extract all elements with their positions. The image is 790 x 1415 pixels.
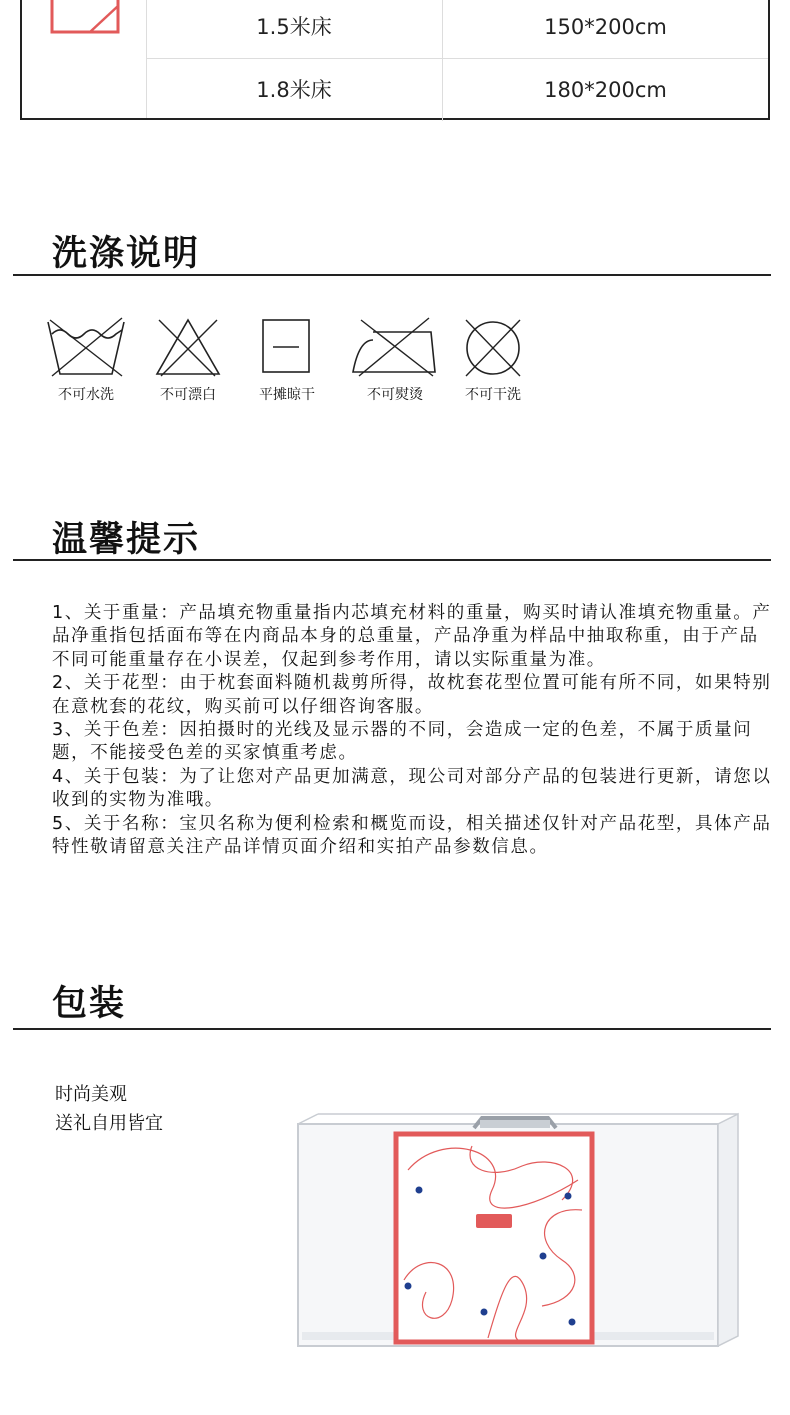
bed-icon-cell [22, 0, 147, 118]
dry-flat-icon [261, 316, 313, 378]
tip-item: 5、关于名称：宝贝名称为便利检索和概览而设，相关描述仅针对产品花型，具体产品特性敬请留意关注产品详情页面介绍和实拍产品参数信息。 [52, 813, 772, 858]
bed-size-cell: 1.8米床 [146, 59, 443, 121]
packaging-description [55, 1080, 163, 1138]
packaging-title: 包装 [52, 984, 127, 1024]
care-label: 不可漂白 [160, 387, 216, 403]
bed-size-cell: 1.5米床 [146, 0, 443, 58]
packaging-line: 送礼自用皆宜 [55, 1113, 163, 1134]
tip-item: 4、关于包装：为了让您对产品更加满意，现公司对部分产品的包装进行更新，请您以收到的实物为准哦。 [52, 766, 772, 811]
care-item-no-dry-clean [443, 316, 543, 404]
no-iron-icon [349, 316, 441, 378]
bed-size-icon [50, 0, 120, 38]
care-item-dry-flat [237, 316, 337, 404]
care-label: 不可熨烫 [367, 387, 423, 403]
washing-title: 洗涤说明 [52, 234, 201, 274]
dimension-cell: 180*200cm [544, 78, 667, 102]
care-item-no-bleach [138, 316, 238, 404]
no-dry-clean-icon [462, 316, 524, 378]
care-label: 不可水洗 [58, 387, 114, 403]
tip-item: 1、关于重量：产品填充物重量指内芯填充材料的重量，购买时请认准填充物重量。产品净重指包括面布等在内商品本身的总重量，产品净重为样品中抽取称重，由于产品不同可能重量存在小误差，仅起到参考作用，请以实际重量为准。 [52, 603, 772, 670]
tip-item: 2、关于花型：由于枕套面料随机裁剪所得，故枕套花型位置可能有所不同，如果特别在意枕套的花纹，购买前可以仔细咨询客服。 [52, 673, 772, 717]
packaging-divider [13, 1028, 771, 1030]
table-row [146, 0, 768, 59]
tips-title: 温馨提示 [52, 520, 201, 560]
washing-divider [13, 274, 771, 276]
care-item-no-wash [36, 316, 136, 404]
care-label: 平摊晾干 [259, 387, 315, 403]
packaging-line: 时尚美观 [55, 1084, 127, 1105]
size-table [20, 0, 770, 120]
care-item-no-iron [345, 316, 445, 404]
table-row [146, 59, 768, 121]
tips-text [52, 602, 777, 859]
tips-divider [13, 559, 771, 561]
packaging-bag-image [292, 1110, 762, 1384]
tip-item: 3、关于色差：因拍摄时的光线及显示器的不同，会造成一定的色差，不属于质量问题，不能接受色差的买家慎重考虑。 [52, 720, 753, 764]
no-water-wash-icon [44, 316, 128, 378]
dimension-cell: 150*200cm [544, 15, 667, 39]
care-label: 不可干洗 [465, 387, 521, 403]
no-bleach-icon [153, 316, 223, 378]
clear-gift-bag-illustration [292, 1110, 762, 1380]
